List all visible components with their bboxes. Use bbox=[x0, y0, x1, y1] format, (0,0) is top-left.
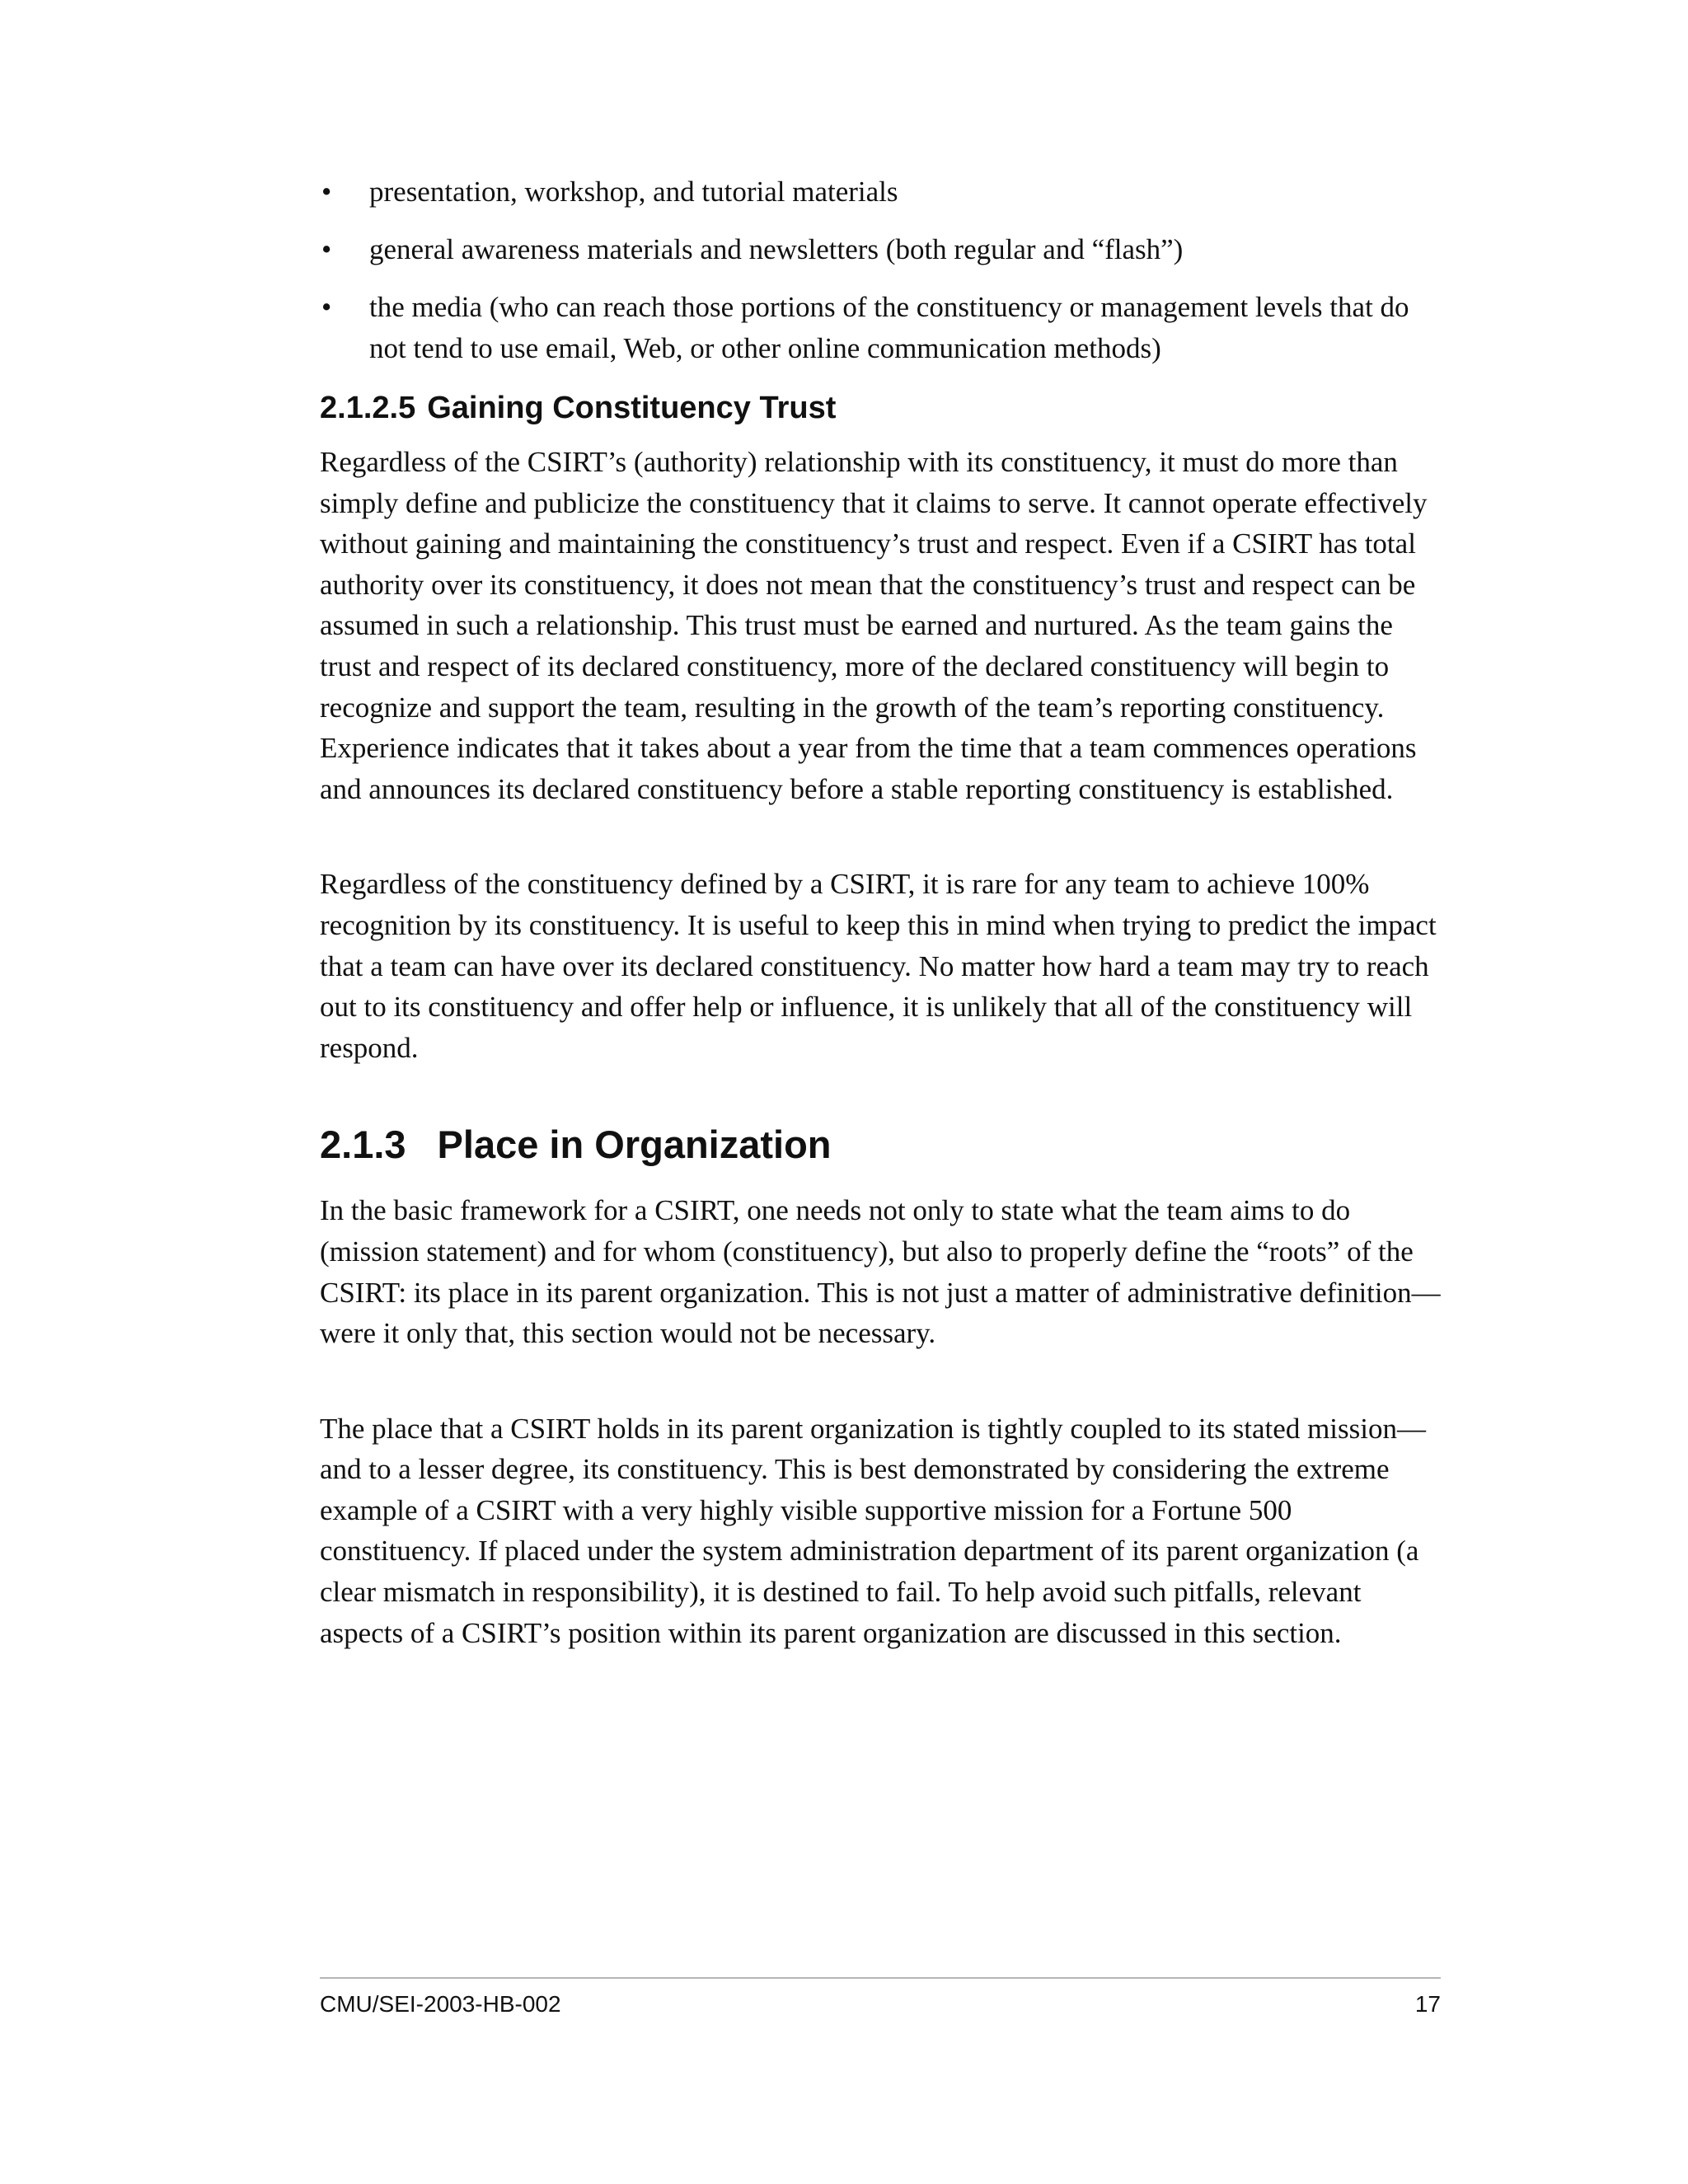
page-content bbox=[320, 171, 1441, 1653]
bullet-text: presentation, workshop, and tutorial materials bbox=[369, 176, 898, 208]
section-title: Place in Organization bbox=[437, 1122, 832, 1167]
paragraph: In the basic framework for a CSIRT, one needs not only to state what the team aims to do (mission statement) and for whom (constituency), but also to properly define the “roots” of the CSIRT: its place in its parent organization. This is not just a matter of administrative definition—were it only that, this section would not be necessary. bbox=[320, 1194, 1441, 1350]
list-item bbox=[320, 287, 1441, 369]
section-number: 2.1.3 bbox=[320, 1122, 406, 1167]
subsection-heading bbox=[320, 387, 1441, 429]
bullet-icon: • bbox=[321, 291, 332, 323]
paragraph: Regardless of the CSIRT’s (authority) relationship with its constituency, it must do more than simply define and publicize the constituency that it claims to serve. It cannot operate effectively without gaining and maintaining the constituency’s trust and respect. Even if a CSIRT has total authority over its constituency, it does not mean that the constituency’s trust and respect can be assumed in such a relationship. This trust must be earned and nurtured. As the team gains the trust and respect of its declared constituency, more of the declared constituency will begin to recognize and support the team, resulting in the growth of the team’s reporting constituency. Experience indicates that it takes about a year from the time that a team commences operations and announces its declared constituency before a stable reporting constituency is established. bbox=[320, 446, 1428, 805]
bullet-icon: • bbox=[321, 233, 332, 265]
list-item bbox=[320, 171, 1441, 213]
bullet-list bbox=[320, 171, 1441, 369]
paragraph: Regardless of the constituency defined by a CSIRT, it is rare for any team to achieve 100% recognition by its constituency. It is useful to keep this in mind when trying to predict the impact that a team can have over its declared constituency. No matter how hard a team may try to reach out to its constituency and offer help or influence, it is unlikely that all of the constituency will respond. bbox=[320, 868, 1437, 1064]
footer-doc-id: CMU/SEI-2003-HB-002 bbox=[320, 1991, 561, 2017]
footer-page-number: 17 bbox=[1414, 1991, 1441, 2017]
paragraph: The place that a CSIRT holds in its parent organization is tightly coupled to its stated mission—and to a lesser degree, its constituency. This is best demonstrated by considering the extreme example of a CSIRT with a very highly visible supportive mission for a Fortune 500 constituency. If placed under the system administration department of its parent organization (a clear mismatch in responsibility), it is destined to fail. To help avoid such pitfalls, relevant aspects of a CSIRT’s position within its parent organization are discussed in this section. bbox=[320, 1412, 1426, 1649]
bullet-text: general awareness materials and newsletters (both regular and “flash”) bbox=[369, 233, 1184, 265]
page-footer bbox=[320, 1977, 1441, 2018]
subsection-title: Gaining Constituency Trust bbox=[427, 391, 837, 425]
section-heading bbox=[320, 1121, 1441, 1169]
subsection-number: 2.1.2.5 bbox=[320, 391, 416, 425]
bullet-text: the media (who can reach those portions of the constituency or management levels that do not tend to use email, Web, or other online communication methods) bbox=[369, 291, 1409, 364]
list-item bbox=[320, 229, 1441, 270]
bullet-icon: • bbox=[321, 176, 332, 208]
